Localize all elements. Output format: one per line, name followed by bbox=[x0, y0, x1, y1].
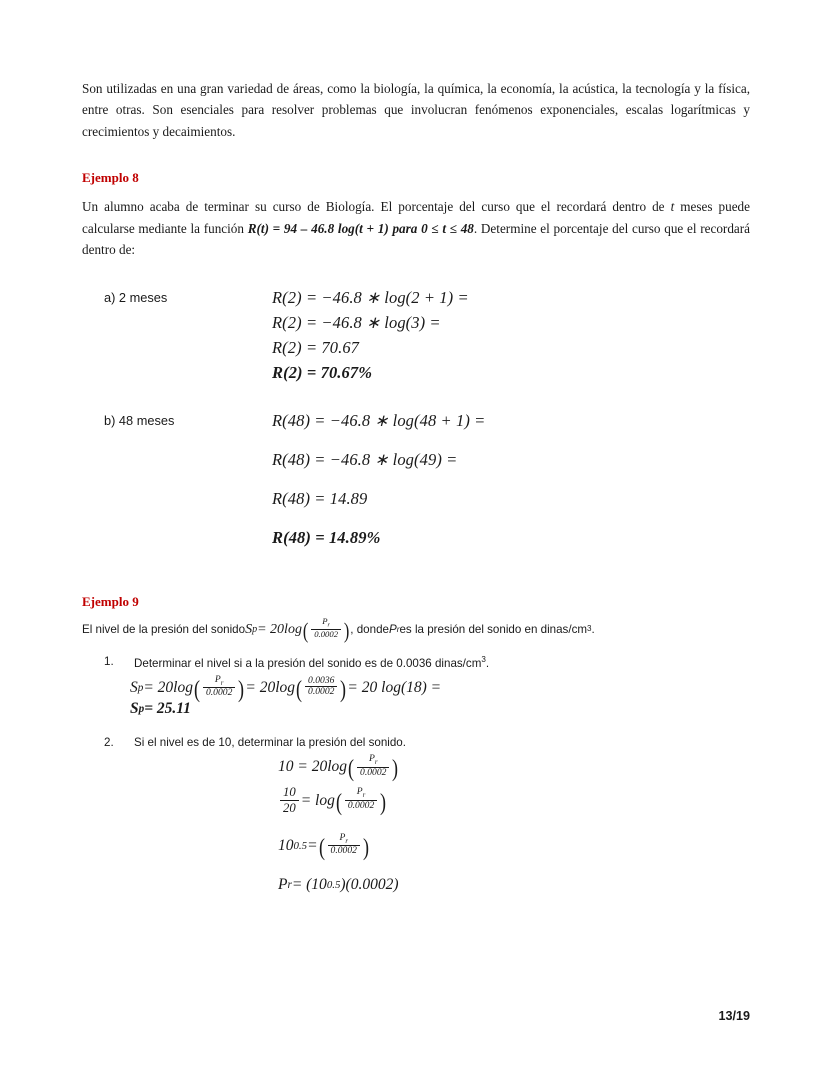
pr-subscript: r bbox=[287, 879, 292, 892]
item-1-text-b: . bbox=[485, 656, 490, 670]
example-8-item-a-label: a) 2 meses bbox=[104, 290, 168, 306]
example-9-solution-2-line-1: 10 = 20log ( $\frac{P_r}{0.0002}$ ) bbox=[278, 752, 399, 783]
fraction-numerator: P bbox=[368, 752, 375, 764]
pr-symbol: P bbox=[388, 622, 397, 636]
math-line-result: R(48) = 14.89% bbox=[272, 528, 381, 548]
equals-open-paren-ten: = (10 bbox=[291, 876, 327, 894]
math-line: R(48) = −46.8 ∗ log(48 + 1) = bbox=[272, 411, 486, 431]
fraction-numerator-sub: r bbox=[327, 621, 330, 629]
fraction-denominator: 0.0002 bbox=[314, 628, 339, 639]
fraction-denominator: 0.0002 bbox=[330, 845, 357, 857]
fraction-pr-over-0002 bbox=[357, 754, 389, 778]
example-8-item-a-math bbox=[272, 288, 750, 383]
ten-equals-20log: 10 = 20log bbox=[278, 758, 348, 776]
example-8-statement bbox=[82, 196, 750, 260]
fraction-pr-over-0002 bbox=[345, 787, 377, 811]
example-8-statement-variable: t bbox=[670, 199, 675, 215]
sp-subscript: p bbox=[137, 681, 144, 694]
example-8-item-b-math bbox=[272, 411, 750, 548]
example-9-solution-2-line-4 bbox=[278, 876, 750, 894]
fraction-denominator: 0.0002 bbox=[308, 686, 335, 698]
example-9-solution-1-result bbox=[130, 700, 750, 718]
example-9-solution-2-line-3: 10 0.5 = ( $\frac{P_r}{0.0002}$ ) bbox=[278, 831, 369, 861]
example-9-solution-1-line-1: S p = 20log ( $\frac{P_r}{0.0002}$ ) = 20log ( $\frac{0.0036}{0.0002}$ ) = 20 log(18) = bbox=[130, 673, 442, 703]
math-line: R(48) = −46.8 ∗ log(49) = bbox=[272, 450, 458, 470]
example-9-solution-2-line-2: $\frac{10}{20}$ = log ( $\frac{P_r}{0.0002}$ ) bbox=[278, 785, 750, 815]
math-line: R(2) = 70.67 bbox=[272, 338, 360, 358]
equals-20log18: = 20 log(18) = bbox=[347, 678, 442, 696]
math-line: R(48) = 14.89 bbox=[272, 489, 368, 509]
example-8-item-b bbox=[82, 411, 750, 548]
example-8-item-a bbox=[82, 288, 750, 383]
example-9-lead-end: . bbox=[591, 622, 595, 636]
fraction-numerator: P bbox=[356, 786, 363, 798]
fraction-denominator: 20 bbox=[283, 801, 296, 815]
example-8-statement-part1: Un alumno acaba de terminar su curso de Biología. El porcentaje del curso que el recordará dentro de bbox=[82, 199, 671, 215]
example-9-lead-suffix-b: es la presión del sonido en dinas/cm bbox=[399, 622, 588, 636]
fraction-numerator: P bbox=[339, 831, 346, 843]
fraction-pr-over-0002 bbox=[311, 617, 341, 639]
fraction-numerator-sub: r bbox=[345, 837, 349, 845]
fraction-pr-over-0002 bbox=[203, 675, 235, 699]
math-line-result: R(2) = 70.67% bbox=[272, 363, 373, 383]
pr-subscript: r bbox=[396, 624, 400, 635]
pr-symbol: P bbox=[278, 876, 288, 894]
example-9-item-2-text: Si el nivel es de 10, determinar la presión del sonido. bbox=[134, 735, 406, 749]
equals-log: = log bbox=[300, 791, 335, 809]
example-8-item-b-label: b) 48 meses bbox=[104, 413, 175, 429]
example-9-lead-formula: S p = 20log ( $\frac{P_r}{0.0002}$ ) bbox=[245, 616, 350, 644]
fraction-numerator-sub: r bbox=[362, 792, 366, 800]
example-8-statement-part3: . Determine el porcentaje del curso que el recordará dentro de: bbox=[82, 220, 751, 257]
example-9-item-2-number: 2. bbox=[104, 735, 114, 749]
cm-cubed-exponent: 3 bbox=[587, 624, 592, 634]
equals-20log-2: = 20log bbox=[245, 678, 296, 696]
fraction-denominator: 0.0002 bbox=[205, 687, 233, 699]
math-line: R(2) = −46.8 ∗ log(3) = bbox=[272, 313, 441, 333]
sp-value: = 25.11 bbox=[144, 699, 191, 717]
fraction-numerator: P bbox=[214, 673, 221, 685]
item-1-exponent: 3 bbox=[481, 654, 486, 664]
math-line: R(2) = −46.8 ∗ log(2 + 1) = bbox=[272, 288, 469, 308]
example-9-heading: Ejemplo 9 bbox=[82, 594, 139, 610]
sp-symbol: S bbox=[130, 699, 139, 717]
fraction-0036-over-0002 bbox=[305, 676, 337, 699]
document-content bbox=[82, 78, 750, 894]
close-paren-0002: )(0.0002) bbox=[340, 876, 399, 894]
fraction-denominator: 0.0002 bbox=[347, 799, 375, 811]
example-9-item-1 bbox=[104, 655, 750, 670]
fraction-numerator: 10 bbox=[280, 785, 299, 801]
example-9-lead-prefix: El nivel de la presión del sonido bbox=[82, 622, 246, 636]
fraction-numerator-sub: r bbox=[374, 758, 378, 766]
example-9-lead-suffix-a: , donde bbox=[350, 622, 389, 636]
ten-base: 10 bbox=[278, 836, 294, 854]
fraction-numerator: 0.0036 bbox=[305, 676, 337, 688]
example-8-statement-part2: meses puede calcularse mediante la función bbox=[82, 199, 751, 236]
fraction-numerator-sub: r bbox=[220, 679, 224, 687]
sp-symbol: S bbox=[130, 678, 138, 696]
intro-paragraph: Son utilizadas en una gran variedad de áreas, como la biología, la química, la economía, la acústica, la tecnología y la física, entre otras. Son esenciales para resolver problemas que involucran fenómenos exponenciales, escalas logarítmicas y crecimientos y decaimientos. bbox=[82, 81, 750, 139]
fraction-denominator: 0.0002 bbox=[360, 766, 387, 778]
sp-symbol: S bbox=[245, 621, 253, 637]
example-9-item-2 bbox=[104, 736, 750, 749]
lead-equals: = 20log bbox=[257, 621, 302, 637]
example-9-lead bbox=[82, 616, 750, 644]
ten-exponent: 0.5 bbox=[293, 839, 308, 852]
page-number: 13/19 bbox=[718, 1009, 750, 1023]
item-1-text-a: Determinar el nivel si a la presión del sonido es de 0.0036 dinas/cm bbox=[134, 656, 482, 670]
ten-exponent: 0.5 bbox=[326, 879, 341, 892]
fraction-pr-over-0002 bbox=[328, 833, 360, 857]
example-9-item-1-text bbox=[134, 655, 489, 670]
example-9-item-1-number: 1. bbox=[104, 654, 114, 668]
sp-subscript: p bbox=[138, 702, 145, 715]
example-8-formula: R(t) = 94 – 46.8 log(t + 1) para 0 ≤ t ≤ 48 bbox=[247, 220, 474, 236]
sp-subscript: p bbox=[252, 623, 258, 635]
fraction-10-over-20 bbox=[280, 785, 299, 815]
equals-sign: = bbox=[307, 836, 318, 854]
fraction-numerator: P bbox=[322, 616, 328, 627]
example-8-heading: Ejemplo 8 bbox=[82, 170, 139, 186]
equals-20log: = 20log bbox=[143, 678, 193, 696]
